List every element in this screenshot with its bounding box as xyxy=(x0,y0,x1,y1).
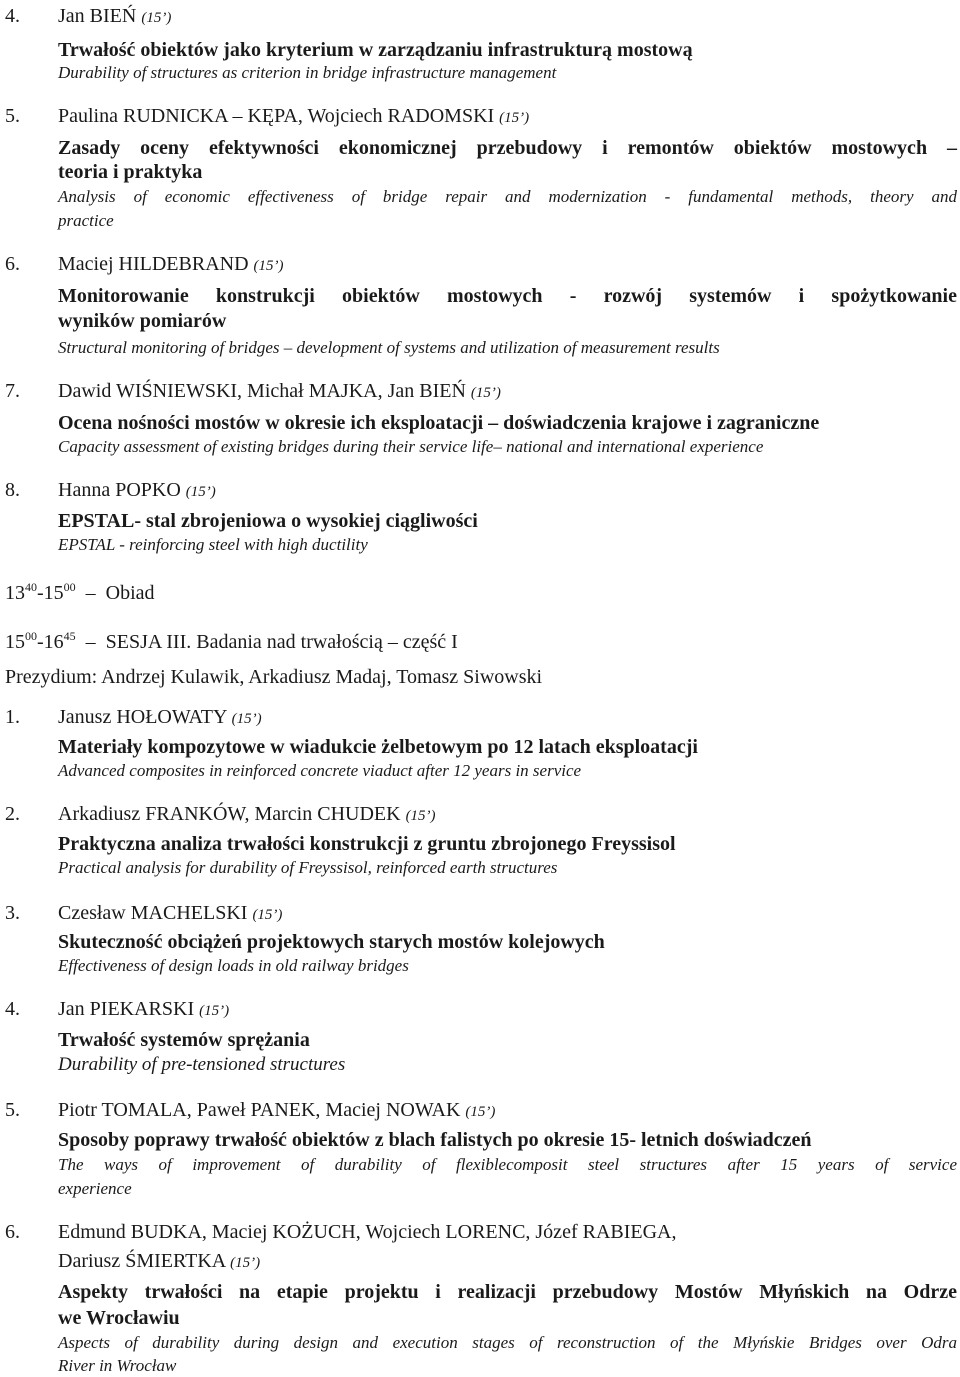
authors-text: Jan BIEŃ xyxy=(58,5,137,27)
authors-text: Piotr TOMALA, Paweł PANEK, Maciej NOWAK xyxy=(58,1099,461,1121)
duration: (15’) xyxy=(231,711,262,727)
item-number: 5. xyxy=(5,105,20,127)
item-number: 7. xyxy=(5,380,20,402)
time-separator: - xyxy=(37,582,44,604)
dash: – xyxy=(85,582,96,604)
title-english: Durability of pre-tensioned structures xyxy=(58,1054,346,1075)
title-polish: Aspekty trwałości na etapie projektu i realizacji przebudowy Mostów Młyńskich na Odrze xyxy=(58,1281,957,1303)
item-number: 6. xyxy=(5,253,20,275)
item-authors xyxy=(58,901,282,927)
item-number: 4. xyxy=(5,5,20,27)
duration: (15’) xyxy=(499,110,530,126)
duration: (15’) xyxy=(253,258,284,274)
dash: – xyxy=(85,631,96,653)
title-english: EPSTAL - reinforcing steel with high ductility xyxy=(58,535,368,554)
title-english: Advanced composites in reinforced concrete viaduct after 12 years in service xyxy=(58,761,582,780)
session-label: SESJA III. Badania nad trwałością – część I xyxy=(105,631,458,653)
title-polish: Monitorowanie konstrukcji obiektów mostowych - rozwój systemów i spożytkowanie xyxy=(58,285,957,307)
duration: (15’) xyxy=(465,1104,496,1120)
title-english-cont: experience xyxy=(58,1179,132,1198)
title-english-cont: River in Wrocław xyxy=(58,1356,177,1375)
duration: (15’) xyxy=(185,484,216,500)
time-end-minute: 45 xyxy=(63,629,76,643)
title-polish: Trwałość obiektów jako kryterium w zarządzaniu infrastrukturą mostową xyxy=(58,39,693,61)
title-polish: Zasady oceny efektywności ekonomicznej przebudowy i remontów obiektów mostowych – xyxy=(58,137,957,159)
item-authors xyxy=(58,478,216,504)
time-start-hour: 13 xyxy=(5,582,25,604)
title-english-cont: practice xyxy=(58,211,114,230)
title-english: Durability of structures as criterion in bridge infrastructure management xyxy=(58,63,557,82)
item-authors xyxy=(58,705,262,731)
item-authors xyxy=(58,104,529,130)
authors-text: Czesław MACHELSKI xyxy=(58,902,248,924)
title-english: Effectiveness of design loads in old railway bridges xyxy=(58,956,409,975)
title-english: Analysis of economic effectiveness of bridge repair and modernization - fundamental methods, theory and xyxy=(58,187,957,206)
time-end-hour: 15 xyxy=(43,582,64,604)
title-polish-cont: wyników pomiarów xyxy=(58,310,227,332)
duration: (15’) xyxy=(470,385,501,401)
item-authors xyxy=(58,4,171,30)
authors-text: Dawid WIŚNIEWSKI, Michał MAJKA, Jan BIEŃ xyxy=(58,380,466,402)
title-polish-cont: teoria i praktyka xyxy=(58,161,203,183)
authors-text: Janusz HOŁOWATY xyxy=(58,706,227,728)
presidium: Prezydium: Andrzej Kulawik, Arkadiusz Madaj, Tomasz Siwowski xyxy=(5,666,543,688)
time-separator: - xyxy=(37,631,44,653)
item-number: 3. xyxy=(5,902,20,924)
item-number: 1. xyxy=(5,706,20,728)
title-polish-cont: we Wrocławiu xyxy=(58,1307,180,1329)
time-start-minute: 40 xyxy=(25,580,37,594)
title-polish: Trwałość systemów sprężania xyxy=(58,1029,310,1051)
lunch-label: Obiad xyxy=(105,582,155,604)
title-polish: Skuteczność obciążeń projektowych starych mostów kolejowych xyxy=(58,931,605,953)
title-polish: Praktyczna analiza trwałości konstrukcji z gruntu zbrojonego Freyssisol xyxy=(58,833,676,855)
time-end-hour: 16 xyxy=(43,631,64,653)
item-authors xyxy=(58,1098,495,1124)
duration: (15’) xyxy=(405,808,436,824)
title-polish: Sposoby poprawy trwałość obiektów z blach falistych po okresie 15- letnich doświadczeń xyxy=(58,1129,812,1151)
item-number: 8. xyxy=(5,479,20,501)
title-polish: Materiały kompozytowe w wiadukcie żelbetowym po 12 latach eksploatacji xyxy=(58,736,698,758)
authors-text: Dariusz ŚMIERTKA xyxy=(58,1250,226,1272)
item-number: 2. xyxy=(5,803,20,825)
authors-text: Arkadiusz FRANKÓW, Marcin CHUDEK xyxy=(58,803,401,825)
time-start-minute: 00 xyxy=(25,629,37,643)
item-authors-cont xyxy=(58,1249,260,1275)
duration: (15’) xyxy=(199,1003,230,1019)
duration: (15’) xyxy=(141,10,172,26)
item-authors xyxy=(58,997,229,1023)
session-heading xyxy=(5,630,458,654)
item-authors xyxy=(58,379,501,405)
title-polish: Ocena nośności mostów w okresie ich eksploatacji – doświadczenia krajowe i zagraniczne xyxy=(58,412,820,434)
duration: (15’) xyxy=(252,907,283,923)
authors-text: Hanna POPKO xyxy=(58,479,181,501)
item-authors xyxy=(58,802,436,828)
time-start-hour: 15 xyxy=(5,631,25,653)
title-polish: EPSTAL- stal zbrojeniowa o wysokiej ciągliwości xyxy=(58,510,478,532)
item-authors xyxy=(58,252,284,278)
item-number: 5. xyxy=(5,1099,20,1121)
authors-text: Paulina RUDNICKA – KĘPA, Wojciech RADOMSKI xyxy=(58,105,495,127)
item-authors: Edmund BUDKA, Maciej KOŻUCH, Wojciech LORENC, Józef RABIEGA, xyxy=(58,1221,677,1243)
title-english: Practical analysis for durability of Freyssisol, reinforced earth structures xyxy=(58,858,558,877)
duration: (15’) xyxy=(230,1255,261,1271)
time-end-minute: 00 xyxy=(63,580,76,594)
authors-text: Jan PIEKARSKI xyxy=(58,998,195,1020)
title-english: Structural monitoring of bridges – development of systems and utilization of measurement results xyxy=(58,338,720,357)
title-english: The ways of improvement of durability of flexiblecomposit steel structures after 15 years of service xyxy=(58,1155,957,1174)
title-english: Aspects of durability during design and execution stages of reconstruction of the Młyńskie Bridges over Odra xyxy=(58,1333,957,1352)
item-number: 6. xyxy=(5,1221,20,1243)
lunch-break xyxy=(5,581,155,605)
item-number: 4. xyxy=(5,998,20,1020)
title-english: Capacity assessment of existing bridges during their service life– national and international experience xyxy=(58,437,764,456)
authors-text: Maciej HILDEBRAND xyxy=(58,253,249,275)
